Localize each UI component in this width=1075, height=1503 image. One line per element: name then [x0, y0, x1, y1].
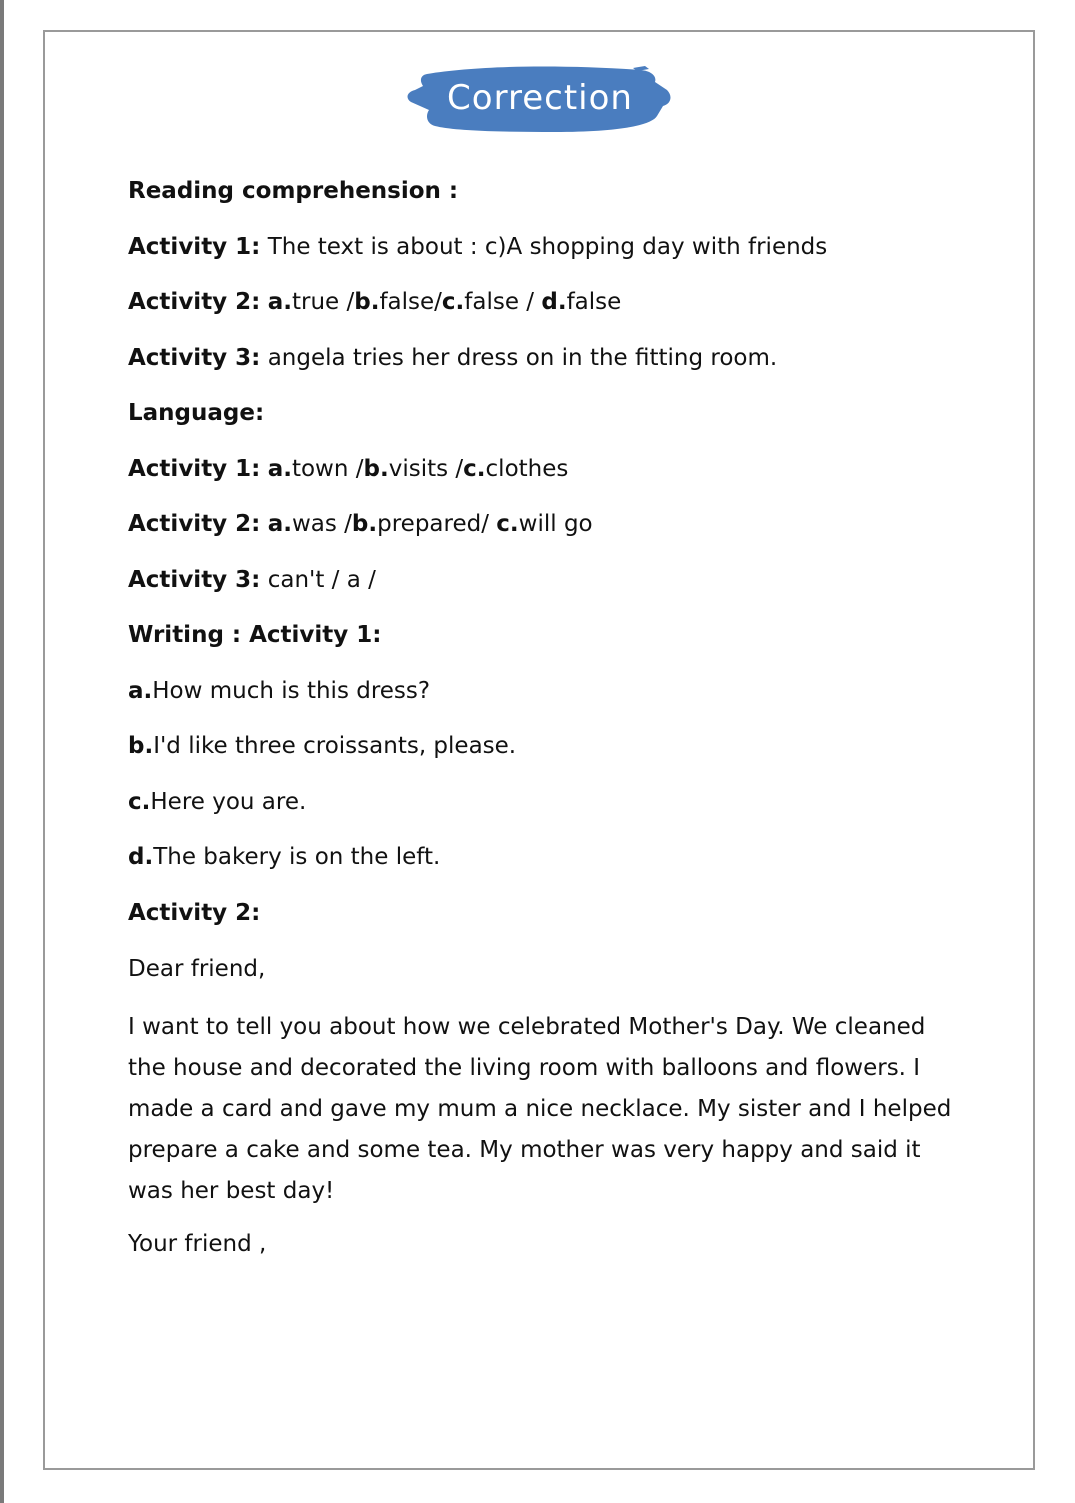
answer-letter: b. — [351, 511, 378, 537]
answer-letter: b. — [363, 456, 389, 482]
answer-text: How much is this dress? — [152, 678, 431, 704]
language-activity-1 — [128, 454, 568, 484]
writing-answer-d — [128, 842, 440, 872]
answer-letter: c. — [128, 789, 151, 815]
answer-text: false/ — [379, 289, 442, 315]
left-edge-divider — [0, 0, 4, 1503]
writing-answer-b — [128, 731, 516, 761]
reading-activity-2 — [128, 287, 621, 317]
answer-text: The text is about : c)A shopping day with friends — [267, 234, 828, 260]
answer-letter: b. — [128, 733, 154, 759]
answer-letter: a. — [267, 289, 292, 315]
answer-letter: c. — [463, 456, 486, 482]
answer-text: will go — [518, 511, 593, 537]
activity-label: Activity 3: — [128, 345, 261, 371]
answer-text: false / — [464, 289, 542, 315]
reading-heading: Reading comprehension : — [128, 178, 459, 204]
answer-letter: c. — [496, 511, 519, 537]
reading-activity-3 — [128, 343, 777, 373]
reading-activity-1 — [128, 232, 827, 262]
answer-text: town / — [291, 456, 364, 482]
answer-letter: c. — [441, 289, 465, 315]
activity-label: Activity 2: — [128, 289, 261, 315]
answer-letter: d. — [541, 289, 567, 315]
answer-text: true / — [291, 289, 355, 315]
answer-text: prepared/ — [377, 511, 497, 537]
activity-label: Activity 1: — [128, 234, 261, 260]
letter-closing: Your friend , — [128, 1231, 267, 1257]
writing-heading: Writing : Activity 1: — [128, 622, 382, 648]
answer-text: The bakery is on the left. — [153, 844, 441, 870]
letter-greeting: Dear friend, — [128, 956, 266, 982]
answer-text: clothes — [485, 456, 569, 482]
answer-letter: a. — [128, 678, 153, 704]
answer-letter: d. — [128, 844, 154, 870]
answer-text: was / — [291, 511, 352, 537]
answer-letter: b. — [354, 289, 380, 315]
writing-answer-a — [128, 676, 430, 706]
activity-label: Activity 2: — [128, 511, 261, 537]
answer-text: I'd like three croissants, please. — [153, 733, 517, 759]
answer-text: Here you are. — [150, 789, 307, 815]
writing-answer-c — [128, 787, 306, 817]
letter-body: I want to tell you about how we celebrated Mother's Day. We cleaned the house and decorated the living room with balloons and flowers. I made a card and gave my mum a nice necklace. My sister and I helped prepare a cake and some tea. My mother was very happy and said it was her best day! — [128, 1014, 952, 1204]
answer-text: can't / a / — [267, 567, 376, 593]
language-activity-3 — [128, 565, 376, 595]
title-banner — [405, 60, 675, 136]
answer-text: visits / — [388, 456, 464, 482]
activity-label: Activity 3: — [128, 567, 261, 593]
answer-text: angela tries her dress on in the fitting room. — [267, 345, 778, 371]
page-title: Correction — [447, 78, 633, 118]
language-activity-2 — [128, 509, 593, 539]
activity-label: Activity 1: — [128, 456, 261, 482]
language-heading: Language: — [128, 400, 265, 426]
answer-letter: a. — [267, 456, 292, 482]
answer-letter: a. — [267, 511, 292, 537]
writing-activity-2-heading: Activity 2: — [128, 900, 261, 926]
answer-text: false — [566, 289, 622, 315]
